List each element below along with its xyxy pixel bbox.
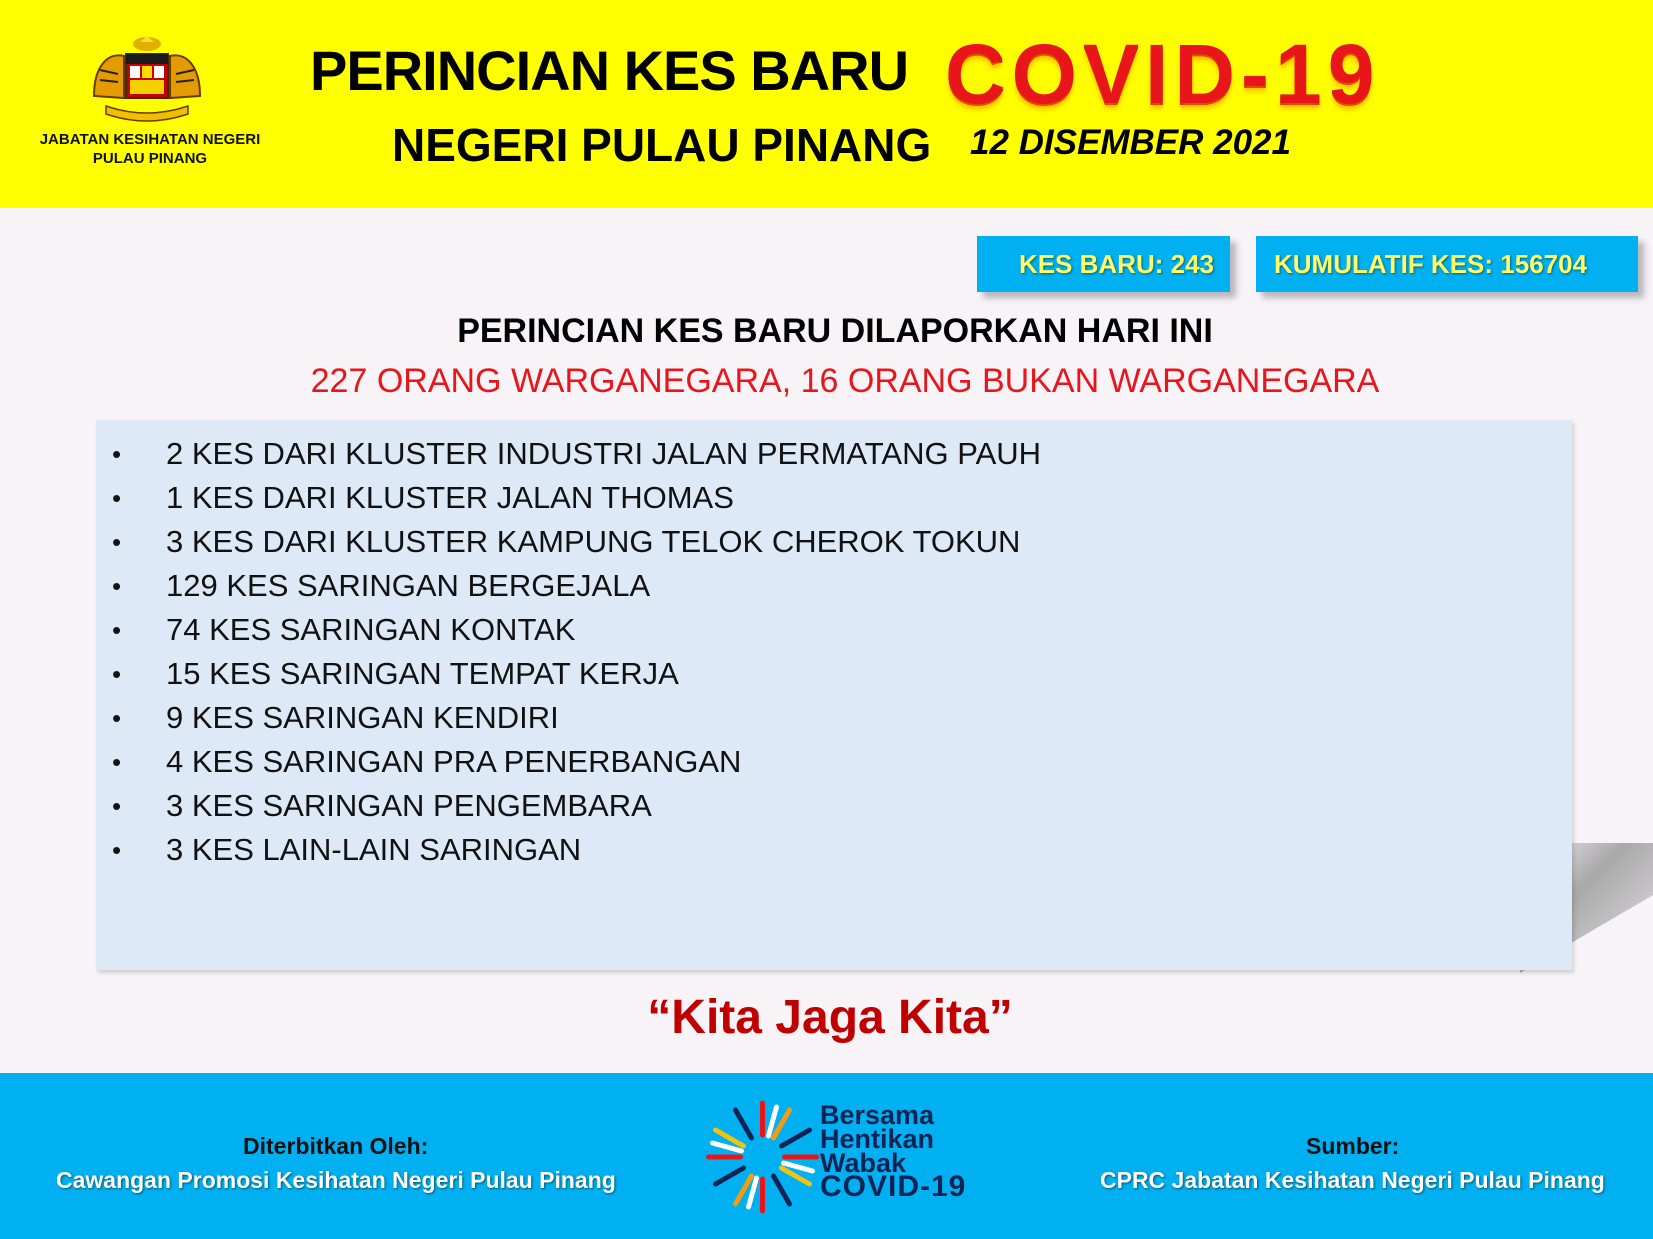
slogan: “Kita Jaga Kita” — [647, 991, 1013, 1044]
state-title: NEGERI PULAU PINANG — [392, 119, 932, 171]
campaign-line: Hentikan — [820, 1124, 935, 1154]
list-item — [96, 520, 1041, 564]
cumulative-cases-label: KUMULATIF KES: 156704 — [1274, 249, 1588, 279]
campaign-line: COVID-19 — [820, 1170, 967, 1203]
bullet-icon: • — [112, 615, 122, 645]
list-item — [96, 784, 1041, 828]
campaign-slogan — [820, 1100, 967, 1203]
report-date: 12 DISEMBER 2021 — [970, 123, 1291, 162]
header-banner — [0, 0, 1653, 208]
case-item-text: 74 KES SARINGAN KONTAK — [166, 612, 576, 647]
list-item — [96, 432, 1041, 476]
new-cases-badge — [977, 236, 1230, 292]
list-item — [96, 740, 1041, 784]
case-item-text: 15 KES SARINGAN TEMPAT KERJA — [166, 656, 679, 691]
sunburst-logo-icon — [700, 1097, 825, 1217]
case-item-text: 3 KES SARINGAN PENGEMBARA — [166, 788, 652, 823]
new-cases-label: KES BARU: 243 — [1018, 249, 1214, 279]
list-item — [96, 828, 1041, 872]
case-item-text: 3 KES DARI KLUSTER KAMPUNG TELOK CHEROK TOKUN — [166, 524, 1021, 559]
list-item — [96, 476, 1041, 520]
organization-name — [20, 130, 280, 168]
cumulative-cases-badge — [1256, 236, 1638, 292]
footer-banner — [0, 1073, 1653, 1239]
bullet-icon: • — [112, 439, 122, 469]
case-item-text: 129 KES SARINGAN BERGEJALA — [166, 568, 651, 603]
list-item — [96, 652, 1041, 696]
summary-heading: PERINCIAN KES BARU DILAPORKAN HARI INI — [457, 312, 1213, 350]
covid-title: COVID-19 — [945, 27, 1381, 121]
case-item-text: 1 KES DARI KLUSTER JALAN THOMAS — [166, 480, 734, 515]
case-item-text: 4 KES SARINGAN PRA PENERBANGAN — [166, 744, 742, 779]
published-by-label: Diterbitkan Oleh: — [243, 1133, 429, 1159]
bullet-icon: • — [112, 659, 122, 689]
bullet-icon: • — [112, 483, 122, 513]
campaign-line: Wabak — [820, 1148, 907, 1178]
case-item-text: 3 KES LAIN-LAIN SARINGAN — [166, 832, 582, 867]
list-item — [96, 608, 1041, 652]
bullet-icon: • — [112, 527, 122, 557]
case-item-text: 9 KES SARINGAN KENDIRI — [166, 700, 559, 735]
source-label: Sumber: — [1306, 1133, 1400, 1159]
campaign-line: Bersama — [820, 1100, 935, 1130]
case-item-text: 2 KES DARI KLUSTER INDUSTRI JALAN PERMATANG PAUH — [166, 436, 1042, 471]
page-title: PERINCIAN KES BARU — [310, 39, 909, 102]
bullet-icon: • — [112, 703, 122, 733]
bullet-icon: • — [112, 571, 122, 601]
source-value: CPRC Jabatan Kesihatan Negeri Pulau Pinang — [1100, 1167, 1605, 1193]
list-item — [96, 696, 1041, 740]
malaysia-coat-of-arms-icon — [88, 36, 206, 126]
bullet-icon: • — [112, 791, 122, 821]
published-by-value: Cawangan Promosi Kesihatan Negeri Pulau Pinang — [56, 1167, 616, 1193]
summary-detail: 227 ORANG WARGANEGARA, 16 ORANG BUKAN WARGANEGARA — [310, 362, 1380, 400]
org-line-1: JABATAN KESIHATAN NEGERI — [39, 131, 261, 148]
org-line-2: PULAU PINANG — [92, 150, 208, 167]
list-item — [96, 564, 1041, 608]
case-breakdown-panel — [96, 420, 1572, 970]
case-list — [96, 432, 1041, 872]
bullet-icon: • — [112, 747, 122, 777]
bullet-icon: • — [112, 835, 122, 865]
